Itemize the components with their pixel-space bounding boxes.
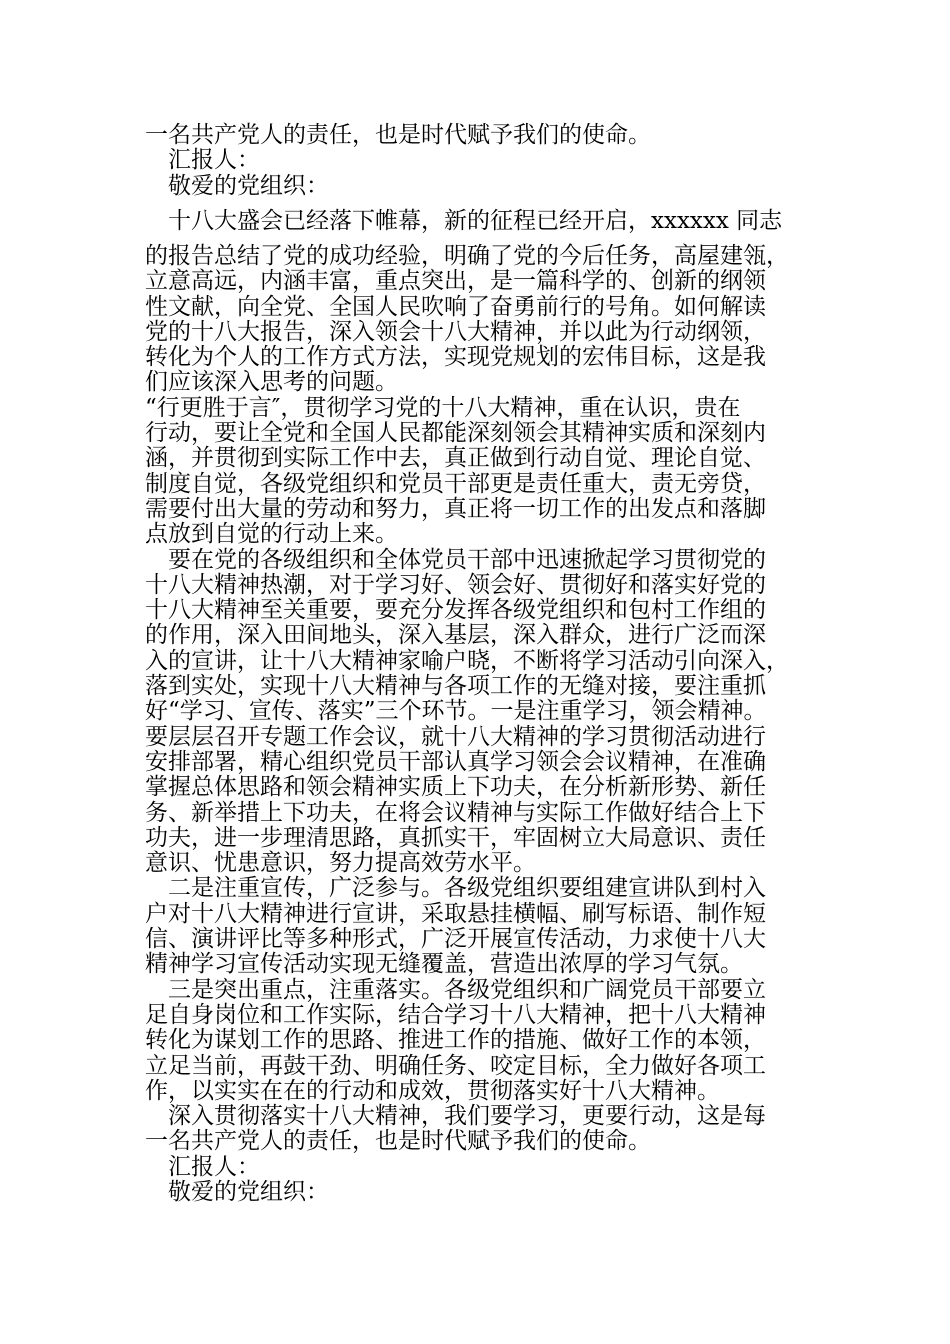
text-line: 汇报人： (145, 147, 260, 174)
text-line: 入的宣讲，让十八大精神家喻户晓，不断将学习活动引向深入， (145, 647, 789, 674)
text-line: 制度自觉，各级党组织和党员干部更是责任重大，责无旁贷， (145, 470, 766, 497)
text-line: 户对十八大精神进行宣讲，采取悬挂横幅、刷写标语、制作短 (145, 900, 766, 927)
text-line: 要在党的各级组织和全体党员干部中迅速掀起学习贯彻党的 (145, 546, 766, 573)
text-line: 一名共产党人的责任，也是时代赋予我们的使命。 (145, 122, 651, 148)
text-line: 十八大精神至关重要，要充分发挥各级党组织和包村工作组的 (145, 597, 766, 624)
text-line: 安排部署，精心组织党员干部认真学习领会会议精神，在准确 (145, 748, 766, 775)
text-line: 们应该深入思考的问题。 (145, 369, 398, 396)
text-line: 点放到自觉的行动上来。 (145, 521, 398, 548)
main-text-block (145, 244, 815, 1205)
text-line: 作，以实实在在的行动和成效，贯彻落实好十八大精神。 (145, 1077, 720, 1104)
text-line: 功夫，进一步理清思路，真抓实干，牢固树立大局意识、责任 (145, 824, 766, 851)
text-line: 掌握总体思路和领会精神实质上下功夫，在分析新形势、新任 (145, 774, 766, 801)
text-line: 的报告总结了党的成功经验，明确了党的今后任务，高屋建瓴， (145, 243, 789, 269)
top-text-block (145, 123, 815, 199)
opening-line: 十八大盛会已经落下帷幕，新的征程已经开启，xxxxxx 同志 (145, 208, 783, 234)
text-line: 涵，并贯彻到实际工作中去，真正做到行动自觉、理论自觉、 (145, 445, 766, 472)
text-line: 深入贯彻落实十八大精神，我们要学习，更要行动，这是每 (145, 1103, 766, 1130)
text-line: 立足当前，再鼓干劲、明确任务、咬定目标，全力做好各项工 (145, 1052, 766, 1079)
text-line: 转化为谋划工作的思路、推进工作的措施、做好工作的本领， (145, 1027, 766, 1054)
text-line: 信、演讲评比等多种形式，广泛开展宣传活动，力求使十八大 (145, 926, 766, 953)
text-line: 汇报人： (145, 1153, 260, 1180)
text-line: 足自身岗位和工作实际，结合学习十八大精神，把十八大精神 (145, 1001, 766, 1028)
text-line: “行更胜于言″，贯彻学习党的十八大精神，重在认识，贵在 (145, 394, 741, 421)
text-line: 立意高远，内涵丰富，重点突出，是一篇科学的、创新的纲领 (145, 268, 766, 295)
text-line: 要层层召开专题工作会议，就十八大精神的学习贯彻活动进行 (145, 723, 766, 750)
text-line: 敬爱的党组织： (145, 1178, 329, 1205)
text-line: 精神学习宣传活动实现无缝覆盖，营造出浓厚的学习气氛。 (145, 951, 743, 978)
text-line: 意识、忧患意识，努力提高效劳水平。 (145, 850, 536, 877)
text-line: 二是注重宣传，广泛参与。各级党组织要组建宣讲队到村入 (145, 875, 766, 902)
text-line: 敬爱的党组织： (145, 172, 329, 199)
text-line: 十八大精神热潮，对于学习好、领会好、贯彻好和落实好党的 (145, 571, 766, 598)
text-line: 需要付出大量的劳动和努力，真正将一切工作的出发点和落脚 (145, 495, 766, 522)
text-line: 转化为个人的工作方式方法，实现党规划的宏伟目标，这是我 (145, 344, 766, 371)
text-line: 三是突出重点，注重落实。各级党组织和广阔党员干部要立 (145, 976, 766, 1003)
text-line: 落到实处，实现十八大精神与各项工作的无缝对接，要注重抓 (145, 673, 766, 700)
text-line: 性文献，向全党、全国人民吹响了奋勇前行的号角。如何解读 (145, 293, 766, 320)
text-line: 一名共产党人的责任，也是时代赋予我们的使命。 (145, 1128, 651, 1155)
text-line: 行动，要让全党和全国人民都能深刻领会其精神实质和深刻内 (145, 420, 766, 447)
text-line: 的作用，深入田间地头，深入基层，深入群众，进行广泛而深 (145, 622, 766, 649)
text-line: 务、新举措上下功夫，在将会议精神与实际工作做好结合上下 (145, 799, 766, 826)
text-line: 党的十八大报告，深入领会十八大精神，并以此为行动纲领， (145, 318, 766, 345)
opening-line-block (145, 209, 815, 234)
text-line: 好“学习、宣传、落实”三个环节。一是注重学习，领会精神。 (145, 698, 767, 725)
